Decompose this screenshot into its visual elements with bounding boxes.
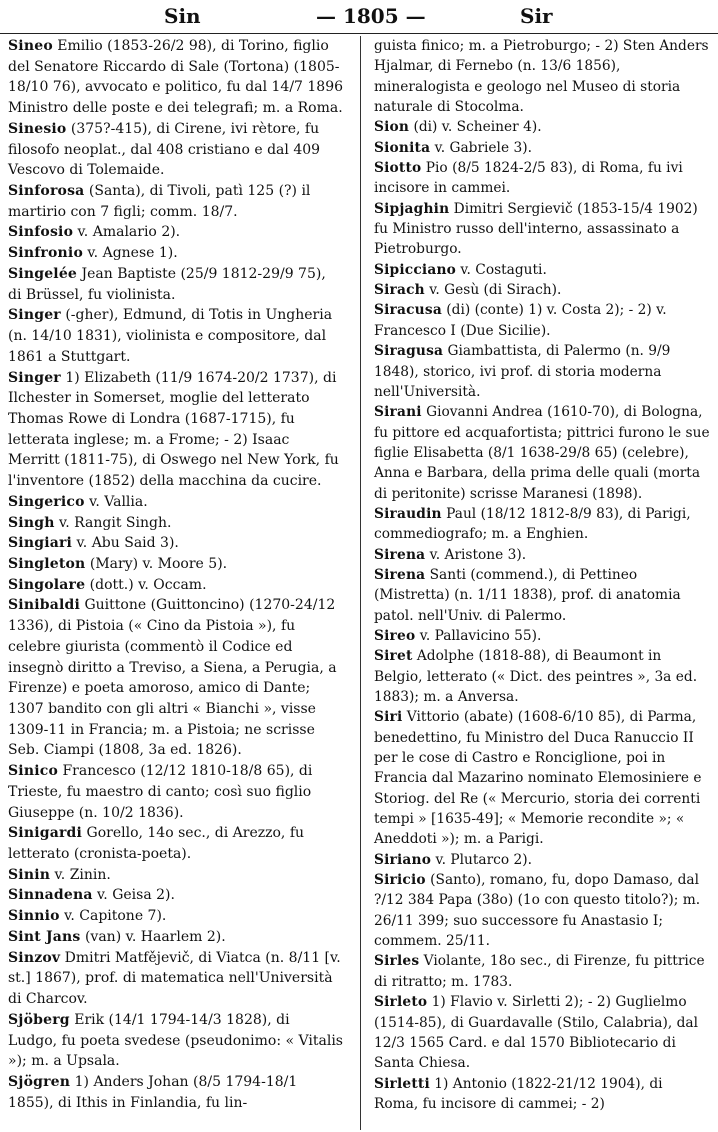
entry-headword: Siret bbox=[374, 648, 413, 665]
entry-text: (dott.) v. Occam. bbox=[85, 576, 207, 593]
entry-headword: Sjögren bbox=[8, 1073, 71, 1090]
entry-headword: Siragusa bbox=[374, 343, 444, 360]
header-left-word: Sin bbox=[164, 4, 201, 28]
entry-text: Giovanni Andrea (1610-70), di Bologna, fu pittore ed acquafortista; pittrici furono le sue figlie Elisabetta (8/1 1638-29/8 65) (celebre), Anna e Barbara, della prima delle quali (morta di peritonite) scrisse Maranesi (1898). bbox=[374, 404, 710, 502]
dictionary-entry bbox=[8, 1072, 343, 1113]
entry-headword: Siricio bbox=[374, 872, 426, 889]
right-column bbox=[374, 36, 710, 1114]
entry-headword: Singer bbox=[8, 307, 61, 324]
entry-text: (di) v. Scheiner 4). bbox=[409, 119, 542, 136]
dictionary-entry bbox=[8, 305, 343, 367]
entry-headword: Sinin bbox=[8, 866, 51, 883]
dictionary-entry bbox=[374, 626, 710, 646]
entry-text: 1) Anders Johan (8/5 1794-18/1 1855), di Ithis in Finlandia, fu lin- bbox=[8, 1073, 298, 1111]
entry-text: v. Pallavicino 55). bbox=[415, 627, 542, 644]
left-column bbox=[8, 36, 343, 1113]
dictionary-entry bbox=[8, 761, 343, 823]
entry-headword: Sint Jans bbox=[8, 928, 81, 945]
entry-text: (van) v. Haarlem 2). bbox=[80, 928, 226, 945]
entry-text: v. Zinin. bbox=[50, 866, 111, 883]
entry-text: Jean Baptiste (25/9 1812-29/9 75), di Brüssel, fu violinista. bbox=[8, 265, 326, 303]
entry-text: (-gher), Edmund, di Totis in Ungheria (n. 14/10 1831), violinista e compositore, dal 1861 a Stuttgart. bbox=[8, 307, 333, 365]
entry-text: 1) Flavio v. Sirletti 2); - 2) Guglielmo (1514-85), di Guardavalle (Stilo, Calabria), dal 12/3 1565 Card. e dal 1570 Bibliotecario di Santa Chiesa. bbox=[374, 994, 698, 1072]
entry-headword: Singelée bbox=[8, 265, 78, 282]
entry-headword: Singerico bbox=[8, 493, 85, 510]
entry-text: Pio (8/5 1824-2/5 83), di Roma, fu ivi incisore in cammei. bbox=[374, 160, 683, 197]
entry-headword: Sinigardi bbox=[8, 825, 83, 842]
entry-headword: Sirles bbox=[374, 953, 420, 970]
entry-text: (di) (conte) 1) v. Costa 2); - 2) v. Francesco I (Due Sicilie). bbox=[374, 302, 667, 339]
dictionary-entry bbox=[8, 927, 343, 948]
entry-text: Giambattista, di Palermo (n. 9/9 1848), storico, ivi prof. di storia moderna nell'Università. bbox=[374, 343, 671, 400]
entry-text: Francesco (12/12 1810-18/8 65), di Trieste, fu maestro di canto; così suo figlio Giuseppe (n. 10/2 1836). bbox=[8, 763, 313, 821]
entry-text: (375?-415), di Cirene, ivi rètore, fu filosofo neoplat., dal 408 cristiano e dal 409 Vescovo di Tolemaide. bbox=[8, 120, 321, 179]
dictionary-entry bbox=[8, 222, 343, 243]
entry-headword: Sineo bbox=[8, 38, 53, 54]
entry-headword: Sirletti bbox=[374, 1075, 430, 1092]
entry-headword: Sinico bbox=[8, 763, 58, 780]
dictionary-entry bbox=[374, 341, 710, 402]
entry-headword: Sinfronio bbox=[8, 245, 83, 262]
entry-headword: Sinforosa bbox=[8, 183, 85, 200]
entry-headword: Sirena bbox=[374, 546, 426, 563]
entry-text: (Santo), romano, fu, dopo Damaso, dal ?/12 384 Papa (38o) (1o con questo titolo?); m. 26/11 399; suo successore fu Anastasio I; commem. 25/11. bbox=[374, 872, 701, 950]
entry-text: 1) Elizabeth (11/9 1674-20/2 1737), di Ilchester in Somerset, moglie del letterato Thomas Rowe di Londra (1687-1715), fu letterata inglese; m. a Frome; - 2) Isaac Merritt (1811-75), di Oswego nel New York, fu l'inventore (1852) della macchina da cucire. bbox=[8, 369, 339, 490]
dictionary-entry bbox=[374, 870, 710, 951]
column-divider bbox=[360, 36, 361, 1130]
entry-headword: Sion bbox=[374, 119, 410, 136]
page-number: — 1805 — bbox=[316, 4, 426, 28]
dictionary-entry bbox=[8, 533, 343, 554]
entry-text: v. Agnese 1). bbox=[82, 245, 178, 262]
entry-text: v. Geisa 2). bbox=[92, 887, 175, 904]
entry-headword: Singer bbox=[8, 369, 61, 386]
entry-headword: Singleton bbox=[8, 555, 86, 572]
entry-headword: Singh bbox=[8, 514, 55, 531]
entry-text: Guittone (Guittoncino) (1270-24/12 1336), di Pistoia (« Cino da Pistoia »), fu celebre giurista (commentò il Codice ed insegnò diritto a Treviso, a Siena, a Perugia, a Firenze) e poeta amoroso, amico di Dante; 1307 bandito con gli altri « Bianchi », visse 1309-11 in Francia; m. a Pistoia; ne scrisse Seb. Ciampi (1808, 3a ed. 1826). bbox=[8, 597, 337, 759]
dictionary-entry bbox=[8, 906, 343, 927]
entry-headword: Singolare bbox=[8, 576, 86, 593]
entry-text: Dmitri Matfějevič, di Viatca (n. 8/11 [v. st.] 1867), prof. di matematica nell'Università di Charcov. bbox=[8, 949, 341, 1008]
header-right-word: Sir bbox=[520, 4, 553, 28]
dictionary-entry bbox=[374, 402, 710, 504]
dictionary-entry bbox=[8, 885, 343, 906]
entry-text: Adolphe (1818-88), di Beaumont in Belgio, letterato (« Dict. des peintres », 3a ed. 1883); m. a Anversa. bbox=[374, 648, 698, 705]
dictionary-entry bbox=[374, 850, 710, 870]
dictionary-entry bbox=[8, 575, 343, 596]
entry-text: v. Capitone 7). bbox=[59, 908, 167, 925]
entry-text: Dimitri Sergievič (1853-15/4 1902) fu Ministro russo dell'interno, assassinato a Pietroburgo. bbox=[374, 200, 698, 258]
entry-headword: Sipicciano bbox=[374, 261, 457, 278]
dictionary-entry bbox=[8, 554, 343, 575]
dictionary-entry bbox=[8, 181, 343, 222]
entry-headword: Sirena bbox=[374, 566, 426, 583]
entry-text: v. Aristone 3). bbox=[425, 546, 527, 563]
entry-headword: Sionita bbox=[374, 139, 431, 156]
dictionary-entry bbox=[8, 865, 343, 886]
entry-headword: Sinzov bbox=[8, 949, 61, 966]
dictionary-entry bbox=[8, 1010, 343, 1072]
header-rule bbox=[0, 33, 718, 34]
dictionary-entry bbox=[374, 199, 710, 260]
entry-text: 1) Antonio (1822-21/12 1904), di Roma, fu incisore di cammei; - 2) bbox=[374, 1075, 663, 1112]
entry-headword: Sjöberg bbox=[8, 1011, 70, 1028]
dictionary-entry bbox=[374, 951, 710, 992]
entry-text: v. Plutarco 2). bbox=[431, 851, 532, 868]
entry-headword: Sinfosio bbox=[8, 224, 74, 241]
entry-text: Gorello, 14o sec., di Arezzo, fu letterato (cronista-poeta). bbox=[8, 825, 305, 863]
entry-text: (Mary) v. Moore 5). bbox=[85, 555, 228, 572]
entry-headword: Sirleto bbox=[374, 994, 428, 1011]
entry-headword: Sinnadena bbox=[8, 887, 93, 904]
entry-headword: Siraudin bbox=[374, 505, 442, 522]
dictionary-entry bbox=[8, 513, 343, 534]
entry-headword: Sinibaldi bbox=[8, 597, 81, 614]
entry-text: Santi (commend.), di Pettineo (Mistretta) (n. 1/11 1838), prof. di anatomia patol. nell'Univ. di Palermo. bbox=[374, 566, 681, 624]
entry-text: v. Rangit Singh. bbox=[54, 514, 172, 531]
entry-headword: Siri bbox=[374, 709, 403, 726]
entry-headword: Siracusa bbox=[374, 302, 442, 319]
entry-text: v. Gabriele 3). bbox=[430, 139, 532, 156]
entry-headword: Sinnio bbox=[8, 908, 60, 925]
entry-text: Paul (18/12 1812-8/9 83), di Parigi, commediografo; m. a Enghien. bbox=[374, 505, 691, 543]
dictionary-entry bbox=[8, 948, 343, 1010]
entry-headword: Sinesio bbox=[8, 120, 67, 137]
dictionary-entry bbox=[8, 36, 343, 119]
entry-text: Emilio (1853-26/2 98), di Torino, figlio del Senatore Riccardo di Sale (Tortona) (1805-18/10 76), avvocato e politico, fu dal 14/7 1896 Ministro delle poste e dei telegrafi; m. a Roma. bbox=[8, 38, 344, 117]
entry-headword: Sireo bbox=[374, 627, 416, 644]
dictionary-entry bbox=[374, 646, 710, 707]
entry-text: Violante, 18o sec., di Firenze, fu pittrice di ritratto; m. 1783. bbox=[374, 953, 705, 990]
entry-headword: Sirani bbox=[374, 404, 422, 421]
dictionary-entry bbox=[374, 158, 710, 199]
entry-text: v. Gesù (di Sirach). bbox=[424, 282, 562, 299]
entry-headword: Siriano bbox=[374, 851, 432, 868]
dictionary-entry bbox=[374, 565, 710, 626]
entry-text: v. Amalario 2). bbox=[73, 224, 181, 241]
dictionary-entry bbox=[374, 280, 710, 300]
dictionary-entry bbox=[374, 36, 710, 117]
dictionary-entry bbox=[374, 260, 710, 280]
dictionary-entry bbox=[374, 300, 710, 341]
dictionary-entry bbox=[374, 707, 710, 849]
dictionary-entry bbox=[374, 545, 710, 565]
dictionary-entry bbox=[374, 138, 710, 158]
dictionary-entry bbox=[8, 243, 343, 264]
dictionary-entry bbox=[8, 264, 343, 305]
entry-text: (Santa), di Tivoli, patì 125 (?) il martirio con 7 figli; comm. 18/7. bbox=[8, 183, 311, 220]
entry-text: Vittorio (abate) (1608-6/10 85), di Parma, benedettino, fu Ministro del Duca Ranuccio II per le cose di Castro e Ronciglione, poi in Francia dal Mazarino nominato Elemosiniere e Storiog. del Re (« Mercurio, storia dei correnti tempi » [1635-49]; « Memorie recondite »; « Aneddoti »); m. a Parigi. bbox=[374, 709, 702, 848]
entry-text: guista finico; m. a Pietroburgo; - 2) Sten Anders Hjalmar, di Fernebo (n. 13/6 1856), mineralogista e geologo nel Museo di storia naturale di Stocolma. bbox=[374, 38, 709, 116]
entry-headword: Sipjaghin bbox=[374, 200, 450, 217]
dictionary-entry bbox=[8, 119, 343, 181]
entry-text: v. Abu Said 3). bbox=[72, 535, 179, 552]
dictionary-entry bbox=[374, 117, 710, 137]
entry-text: v. Vallia. bbox=[84, 493, 148, 510]
entry-headword: Singiari bbox=[8, 535, 73, 552]
entry-text: v. Costaguti. bbox=[456, 261, 547, 278]
dictionary-entry bbox=[8, 823, 343, 864]
entry-headword: Siotto bbox=[374, 160, 422, 177]
page-header bbox=[0, 2, 718, 32]
dictionary-entry bbox=[374, 504, 710, 545]
dictionary-entry bbox=[8, 368, 343, 492]
dictionary-entry bbox=[374, 1074, 710, 1115]
dictionary-entry bbox=[8, 492, 343, 513]
dictionary-entry bbox=[374, 992, 710, 1073]
entry-text: Erik (14/1 1794-14/3 1828), di Ludgo, fu poeta svedese (pseudonimo: « Vitalis »); m. a Upsala. bbox=[8, 1011, 343, 1070]
dictionary-entry bbox=[8, 595, 343, 761]
entry-headword: Sirach bbox=[374, 282, 425, 299]
